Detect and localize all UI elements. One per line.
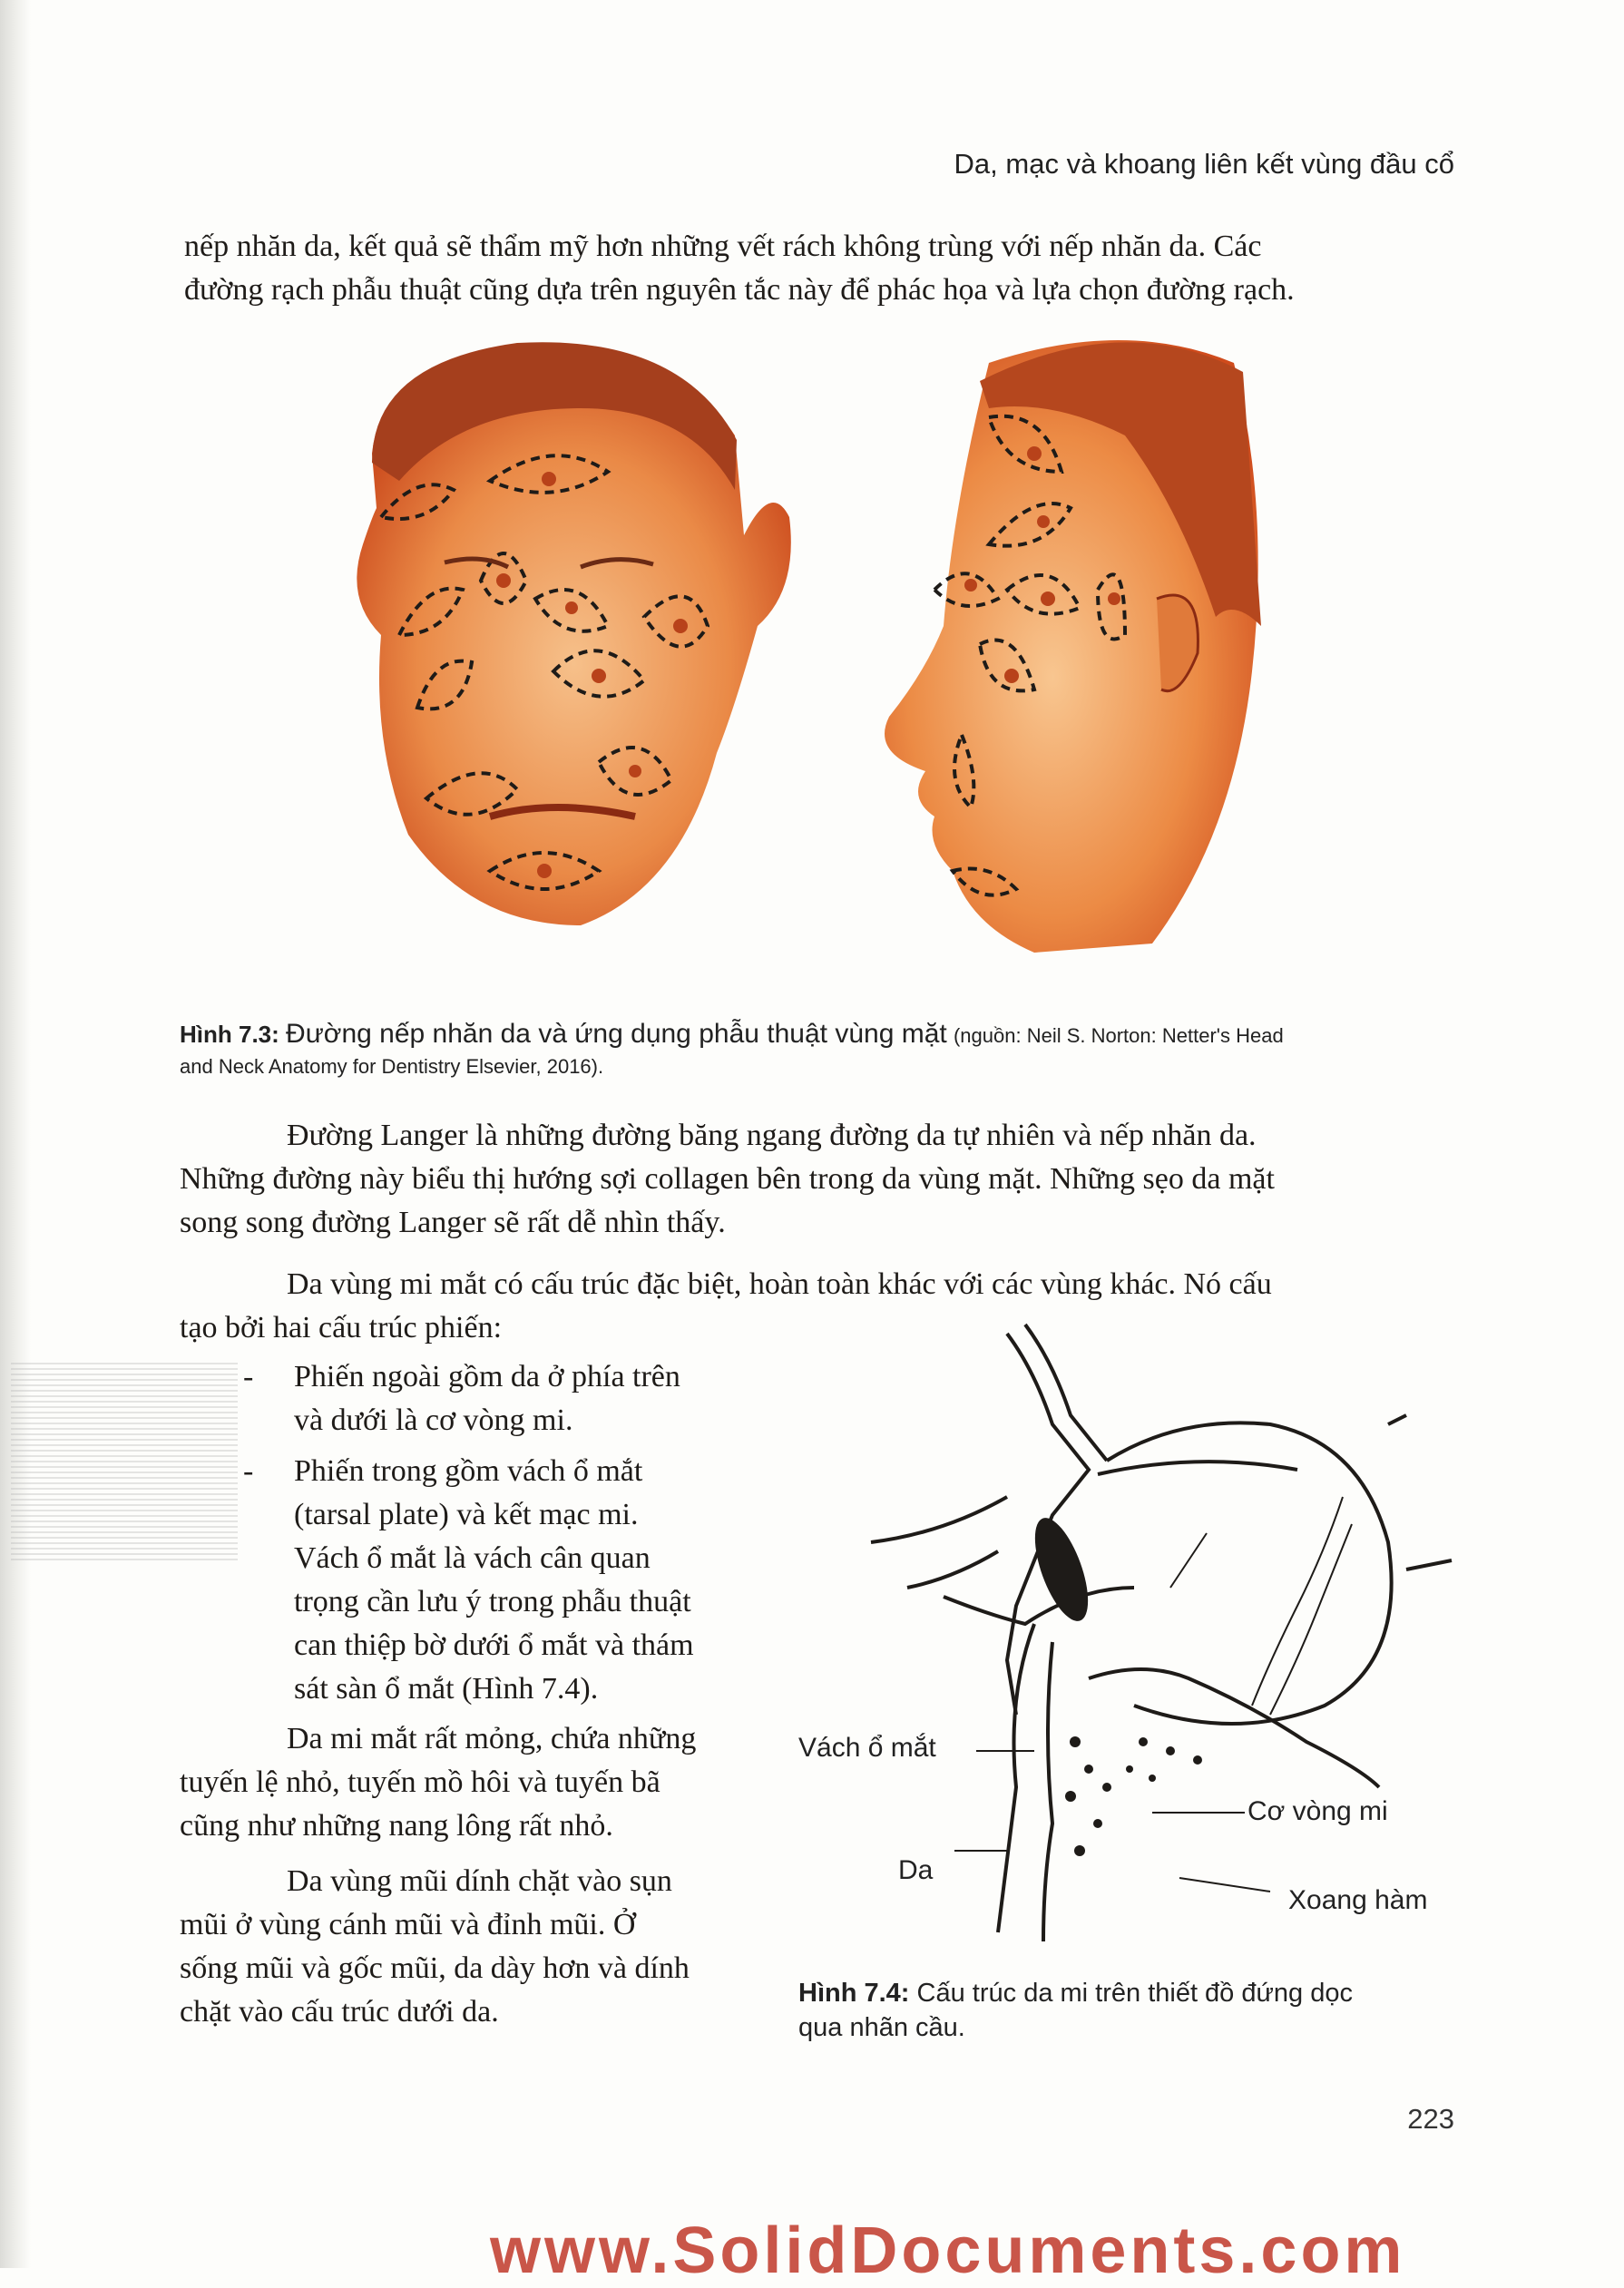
- nose-line-1: Da vùng mũi dính chặt vào sụn: [287, 1864, 672, 1898]
- nose-line-4: chặt vào cấu trúc dưới da.: [180, 1995, 499, 2029]
- thin-skin-paragraph: [180, 1717, 760, 1848]
- intro-paragraph: [184, 225, 1454, 312]
- eyelid-line-1: Da vùng mi mắt có cấu trúc đặc biệt, hoàn toàn khác với các vùng khác. Nó cấu: [287, 1267, 1272, 1301]
- bullet-dash-2: -: [243, 1454, 254, 1488]
- page-number: 223: [1407, 2103, 1454, 2135]
- label-vach-o-mat: Vách ổ mắt: [798, 1733, 936, 1763]
- thin-skin-line-1: Da mi mắt rất mỏng, chứa những: [287, 1722, 697, 1755]
- langer-paragraph: [180, 1114, 1461, 1245]
- bullet-2-line-6: sát sàn ổ mắt (Hình 7.4).: [294, 1672, 599, 1706]
- figure-7-4-eyelid-section: [871, 1315, 1470, 1951]
- bullet-2-line-1: Phiến trong gồm vách ổ mắt: [294, 1454, 643, 1488]
- bullet-2-line-5: can thiệp bờ dưới ổ mắt và thám: [294, 1628, 694, 1662]
- running-head: Da, mạc và khoang liên kết vùng đầu cổ: [954, 148, 1454, 180]
- bullet-2-line-3: Vách ổ mắt là vách cân quan: [294, 1541, 651, 1575]
- langer-line-2: Những đường này biểu thị hướng sợi collagen bên trong da vùng mặt. Những sẹo da mặt: [180, 1162, 1275, 1196]
- page-edge-shadow: [0, 0, 31, 2268]
- scan-halftone-artifact: [11, 1361, 238, 1560]
- thin-skin-line-3: cũng như những nang lông rất nhỏ.: [180, 1809, 613, 1843]
- figure-7-4-caption: [798, 1976, 1470, 2045]
- figure-7-4-title-1: Cấu trúc da mi trên thiết đồ đứng dọc: [916, 1979, 1353, 2008]
- profile-face: [885, 340, 1261, 953]
- faces-drawing: [345, 327, 1325, 998]
- label-da: Da: [898, 1855, 934, 1885]
- figure-7-3-faces-illustration: [345, 327, 1325, 998]
- bullet-item-2: [243, 1450, 769, 1711]
- bullet-2-line-4: trọng cần lưu ý trong phẫu thuật: [294, 1585, 691, 1618]
- bullet-2-line-2: (tarsal plate) và kết mạc mi.: [294, 1498, 639, 1531]
- intro-line-1: nếp nhăn da, kết quả sẽ thẩm mỹ hơn những vết rách không trùng với nếp nhăn da. Các: [184, 230, 1262, 263]
- label-xoang-ham: Xoang hàm: [1288, 1885, 1428, 1915]
- figure-7-3-source-1: (nguồn: Neil S. Norton: Netter's Head: [953, 1024, 1284, 1047]
- nose-line-2: mũi ở vùng cánh mũi và đỉnh mũi. Ở: [180, 1908, 636, 1941]
- eyelid-drawing: [871, 1315, 1470, 1951]
- langer-line-3: song song đường Langer sẽ rất dễ nhìn thấy.: [180, 1206, 726, 1239]
- figure-7-4-label: Hình 7.4:: [798, 1979, 910, 2008]
- nose-line-3: sống mũi và gốc mũi, da dày hơn và dính: [180, 1951, 690, 1985]
- eyelid-line-2: tạo bởi hai cấu trúc phiến:: [180, 1311, 503, 1344]
- figure-7-4-title-2: qua nhãn cầu.: [798, 2013, 965, 2042]
- intro-line-2: đường rạch phẫu thuật cũng dựa trên nguyên tắc này để phác họa và lựa chọn đường rạch.: [184, 273, 1295, 307]
- nose-paragraph: [180, 1860, 760, 2034]
- front-face: [357, 342, 790, 925]
- watermark: www.SolidDocuments.com: [490, 2215, 1406, 2287]
- langer-line-1: Đường Langer là những đường băng ngang đường da tự nhiên và nếp nhăn da.: [287, 1119, 1257, 1152]
- bullet-item-1: [243, 1355, 769, 1442]
- figure-7-3-label: Hình 7.3:: [180, 1021, 279, 1048]
- figure-7-3-title: Đường nếp nhăn da và ứng dụng phẫu thuật vùng mặt: [286, 1019, 947, 1049]
- bullet-1-line-1: Phiến ngoài gồm da ở phía trên: [294, 1360, 680, 1393]
- bullet-1-line-2: và dưới là cơ vòng mi.: [294, 1403, 573, 1437]
- bullet-dash-1: -: [243, 1360, 254, 1393]
- figure-7-3-caption: [180, 1020, 1468, 1081]
- thin-skin-line-2: tuyến lệ nhỏ, tuyến mồ hôi và tuyến bã: [180, 1765, 660, 1799]
- label-co-vong-mi: Cơ vòng mi: [1247, 1796, 1388, 1826]
- figure-7-3-source-2: and Neck Anatomy for Dentistry Elsevier, 2016).: [180, 1055, 604, 1078]
